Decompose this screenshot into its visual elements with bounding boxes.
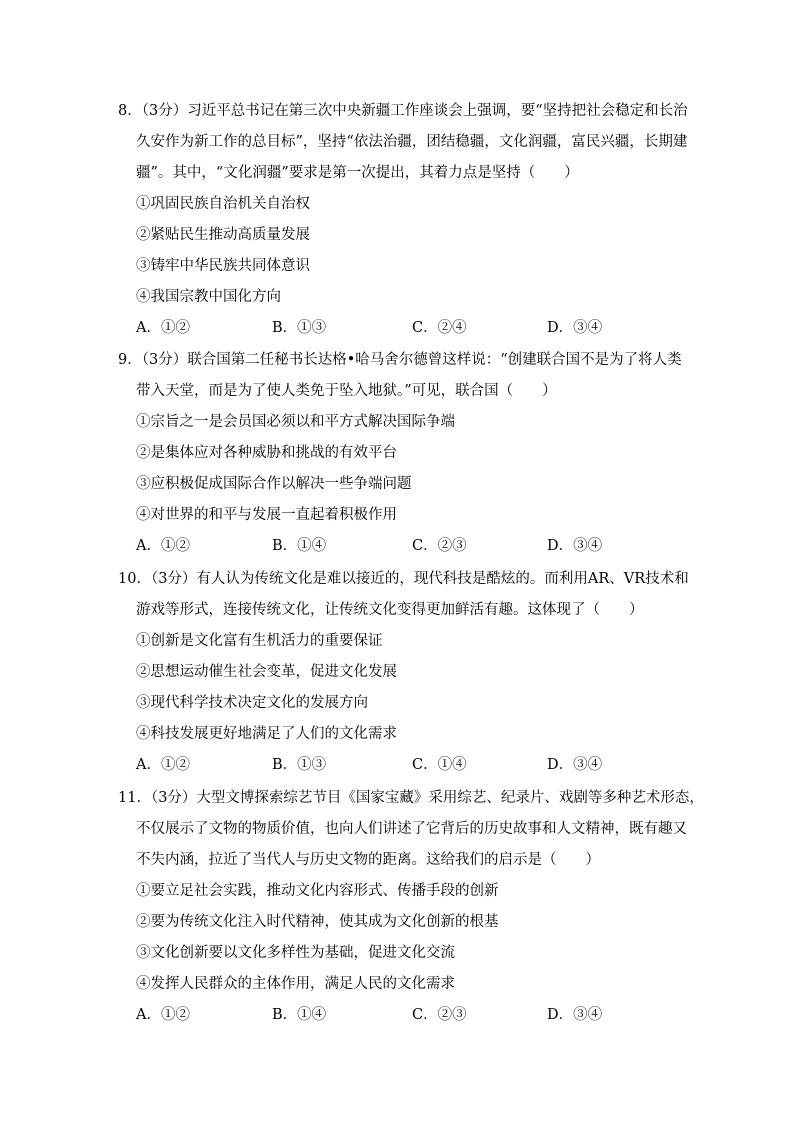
question-stem-line: 带入天堂，而是为了使人类免于坠入地狱。”可见，联合国（ ） [136, 383, 557, 399]
option-statement: ①宗旨之一是会员国必须以和平方式解决国际争端 [136, 414, 455, 430]
option-statement: ②紧贴民生推动高质量发展 [136, 227, 310, 243]
question-10 [118, 564, 689, 781]
choice-a[interactable]: A．①② [136, 538, 190, 554]
option-statement: ④发挥人民群众的主体作用，满足人民的文化需求 [136, 976, 455, 992]
option-statement: ④科技发展更好地满足了人们的文化需求 [136, 726, 397, 742]
question-stem-line: 9．（3分）联合国第二任秘书长达格•哈马舍尔德曾这样说：“创建联合国不是为了将人类 [118, 352, 682, 368]
question-stem-line: 不仅展示了文物的物质价值，也向人们讲述了它背后的历史故事和人文精神，既有趣又 [136, 821, 687, 837]
choice-a[interactable]: A．①② [136, 757, 190, 773]
option-statement: ④我国宗教中国化方向 [136, 289, 281, 305]
choice-b[interactable]: B．①③ [272, 320, 327, 336]
choice-a[interactable]: A．①② [136, 320, 190, 336]
option-statement: ③文化创新要以文化多样性为基础，促进文化交流 [136, 945, 455, 961]
answer-choices [118, 531, 678, 562]
option-statement: ③现代科学技术决定文化的发展方向 [136, 695, 368, 711]
choice-c[interactable]: C．②③ [412, 1007, 467, 1023]
question-stem-line: 疆”。其中，“文化润疆”要求是第一次提出，其着力点是坚持（ ） [136, 165, 579, 181]
option-statement: ①创新是文化富有生机活力的重要保证 [136, 633, 383, 649]
answer-choices [118, 1000, 678, 1031]
choice-c[interactable]: C．①④ [412, 757, 467, 773]
answer-choices [118, 313, 678, 344]
choice-b[interactable]: B．①④ [272, 538, 327, 554]
option-statement: ③铸牢中华民族共同体意识 [136, 258, 310, 274]
question-stem-line: 11．（3分）大型文博探索综艺节目《国家宝藏》采用综艺、纪录片、戏剧等多种艺术形态， [118, 790, 704, 806]
answer-choices [118, 750, 678, 781]
choice-b[interactable]: B．①④ [272, 1007, 327, 1023]
choice-d[interactable]: D．③④ [547, 757, 603, 773]
choice-a[interactable]: A．①② [136, 1007, 190, 1023]
choice-d[interactable]: D．③④ [547, 538, 603, 554]
option-statement: ①巩固民族自治机关自治权 [136, 196, 310, 212]
question-stem-line: 久安作为新工作的总目标”，坚持“依法治疆，团结稳疆，文化润疆，富民兴疆，长期建 [136, 134, 688, 150]
choice-d[interactable]: D．③④ [547, 320, 603, 336]
question-stem-line: 不失内涵，拉近了当代人与历史文物的距离。这给我们的启示是（ ） [136, 852, 600, 868]
choice-b[interactable]: B．①③ [272, 757, 327, 773]
question-stem-line: 10．（3分）有人认为传统文化是难以接近的，现代科技是酷炫的。而利用AR、VR技术和 [118, 571, 689, 587]
choice-c[interactable]: C．②③ [412, 538, 467, 554]
question-stem-line: 游戏等形式，连接传统文化，让传统文化变得更加鲜活有趣。这体现了（ ） [136, 602, 644, 618]
choice-d[interactable]: D．③④ [547, 1007, 603, 1023]
question-9 [118, 345, 682, 562]
option-statement: ④对世界的和平与发展一直起着积极作用 [136, 507, 397, 523]
choice-c[interactable]: C．②④ [412, 320, 467, 336]
option-statement: ②思想运动催生社会变革，促进文化发展 [136, 664, 397, 680]
option-statement: ②要为传统文化注入时代精神，使其成为文化创新的根基 [136, 914, 499, 930]
question-stem-line: 8．（3分）习近平总书记在第三次中央新疆工作座谈会上强调，要“坚持把社会稳定和长治 [118, 103, 688, 119]
option-statement: ①要立足社会实践，推动文化内容形式、传播手段的创新 [136, 883, 499, 899]
question-8 [118, 96, 688, 344]
option-statement: ③应积极促成国际合作以解决一些争端问题 [136, 476, 412, 492]
question-11 [118, 783, 704, 1031]
option-statement: ②是集体应对各种威胁和挑战的有效平台 [136, 445, 397, 461]
